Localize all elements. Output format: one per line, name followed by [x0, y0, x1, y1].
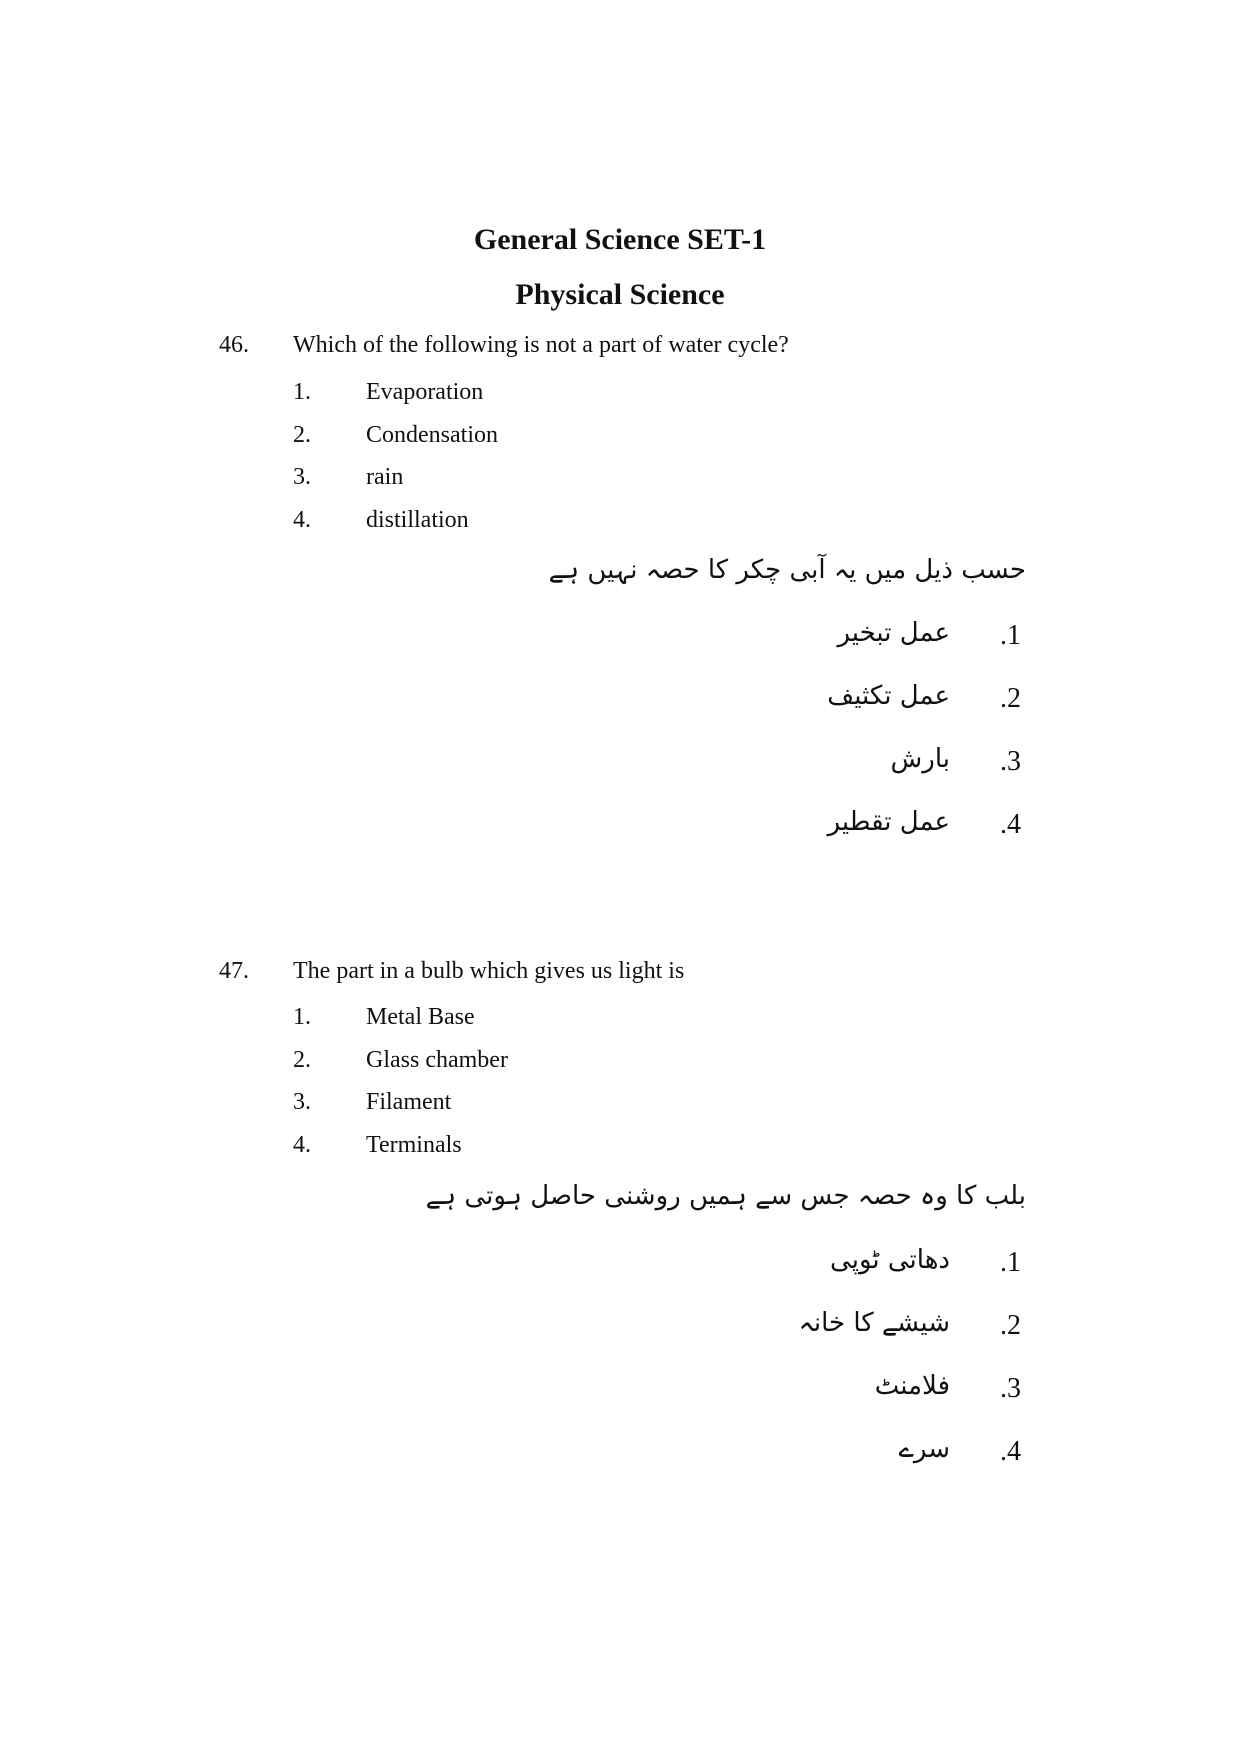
option-number: 2. [293, 1047, 311, 1073]
urdu-option-text: عمل تقطیر [827, 807, 950, 837]
urdu-option-text: عمل تکثیف [827, 681, 950, 711]
option-text: Metal Base [366, 1004, 475, 1030]
option-text: Glass chamber [366, 1047, 508, 1073]
urdu-option-number: .4 [1000, 1436, 1021, 1467]
option-number: 1. [293, 379, 311, 405]
option-text: Condensation [366, 422, 498, 448]
question-text: The part in a bulb which gives us light is [293, 958, 685, 984]
urdu-option-number: .3 [1000, 1373, 1021, 1404]
urdu-option-text: فلامنٹ [874, 1371, 950, 1401]
urdu-question-text: بلب کا وہ حصہ جس سے ہمیں روشنی حاصل ہوتی ہے [425, 1181, 1026, 1211]
option-number: 3. [293, 464, 311, 490]
option-number: 1. [293, 1004, 311, 1030]
option-number: 4. [293, 507, 311, 533]
question-number: 46. [219, 332, 249, 358]
option-text: Evaporation [366, 379, 484, 405]
urdu-option-number: .2 [1000, 683, 1021, 714]
option-text: Terminals [366, 1132, 462, 1158]
option-text: Filament [366, 1089, 452, 1115]
urdu-option-number: .1 [1000, 1247, 1021, 1278]
urdu-option-number: .3 [1000, 746, 1021, 777]
urdu-option-text: دھاتی ٹوپی [830, 1245, 950, 1275]
option-number: 2. [293, 422, 311, 448]
urdu-option-text: سرے [898, 1434, 950, 1464]
urdu-option-number: .1 [1000, 620, 1021, 651]
page-title: General Science SET-1 [473, 223, 767, 256]
urdu-question-text: حسب ذیل میں یہ آبی چکر کا حصہ نہیں ہے [548, 555, 1026, 585]
urdu-option-number: .2 [1000, 1310, 1021, 1341]
urdu-option-text: بارش [890, 744, 950, 774]
option-text: distillation [366, 507, 469, 533]
urdu-option-text: عمل تبخیر [837, 618, 950, 648]
option-number: 3. [293, 1089, 311, 1115]
urdu-option-number: .4 [1000, 809, 1021, 840]
question-text: Which of the following is not a part of water cycle? [293, 332, 789, 358]
option-number: 4. [293, 1132, 311, 1158]
section-title: Physical Science [515, 278, 725, 311]
option-text: rain [366, 464, 404, 490]
urdu-option-text: شیشے کا خانہ [798, 1308, 950, 1338]
question-number: 47. [219, 958, 249, 984]
